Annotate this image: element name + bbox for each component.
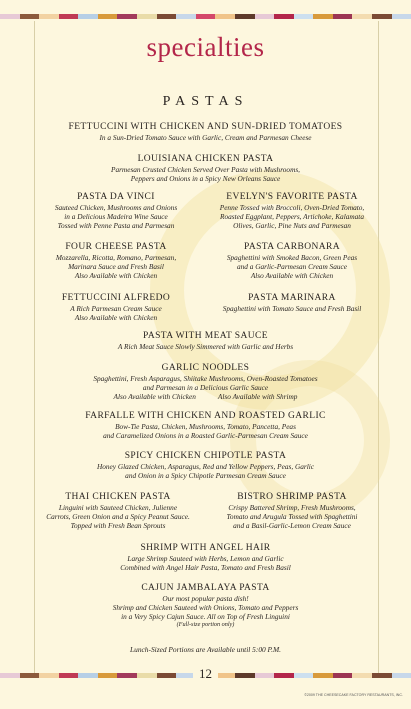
item-desc: Also Available with Chicken (74, 271, 158, 280)
stripe-segment (137, 14, 157, 19)
menu-item-farfalle (40, 411, 371, 440)
item-desc: Mozzarella, Ricotta, Romano, Parmesan, (55, 253, 177, 262)
item-desc: and a Garlic-Parmesan Cream Sauce (237, 262, 347, 271)
stripe-segment (215, 14, 235, 19)
item-name: PASTA MARINARA (248, 293, 336, 303)
item-desc: Topped with Fresh Bean Sprouts (70, 521, 166, 530)
item-note: (Full-size portion only) (176, 621, 235, 628)
item-desc: Honey Glazed Chicken, Asparagus, Red and Yellow Peppers, Peas, Garlic (96, 462, 315, 471)
menu-item-thai (36, 492, 200, 530)
item-name: PASTA DA VINCI (77, 192, 155, 202)
item-desc: and Caramelized Onions in a Roasted Garlic-Parmesan Cream Sauce (103, 431, 308, 440)
item-name: FOUR CHEESE PASTA (65, 242, 167, 252)
item-desc: A Rich Parmesan Cream Sauce (70, 304, 162, 313)
menu-item-louisiana (40, 154, 371, 183)
item-desc: and Onion in a Spicy Chipotle Parmesan Cream Sauce (125, 471, 286, 480)
item-desc: Sauteed Chicken, Mushrooms and Onions (54, 203, 178, 212)
stripe-segment (59, 14, 79, 19)
item-desc: Roasted Eggplant, Peppers, Artichoke, Kalamata (220, 212, 364, 221)
item-desc: Tossed with Penne Pasta and Parmesan (57, 221, 175, 230)
option-shrimp: Also Available with Shrimp (217, 392, 298, 401)
menu-item-alfredo (36, 293, 196, 322)
item-desc: Combined with Angel Hair Pasta, Tomato and Fresh Basil (120, 563, 291, 572)
item-name: THAI CHICKEN PASTA (65, 492, 171, 502)
item-desc: Peppers and Onions in a Spicy New Orleans Sauce (130, 174, 281, 183)
item-desc: Large Shrimp Sauteed with Herbs, Lemon and Garlic (127, 554, 284, 563)
item-options (40, 392, 371, 401)
stripe-segment (117, 14, 137, 19)
menu-item-bistro-shrimp (206, 492, 378, 530)
item-name: FETTUCCINI WITH CHICKEN AND SUN-DRIED TOMATOES (68, 122, 343, 132)
item-desc: A Rich Meat Sauce Slowly Simmered with Garlic and Herbs (117, 342, 294, 351)
item-name: PASTA CARBONARA (244, 242, 340, 252)
item-desc: Spaghettini with Smoked Bacon, Green Peas (226, 253, 358, 262)
menu-item-fettuccini-chicken (40, 122, 371, 142)
item-desc: Also Available with Chicken (74, 313, 158, 322)
item-name: SPICY CHICKEN CHIPOTLE PASTA (124, 451, 287, 461)
item-name: FETTUCCINI ALFREDO (61, 293, 171, 303)
option-chicken: Also Available with Chicken (113, 392, 196, 401)
item-name: CAJUN JAMBALAYA PASTA (141, 583, 270, 593)
lunch-note: Lunch-Sized Portions are Available until 5:00 P.M. (130, 645, 281, 654)
menu-item-da-vinci (36, 192, 196, 230)
item-desc: Penne Tossed with Broccoli, Oven-Dried Tomato, (219, 203, 365, 212)
item-desc: Shrimp and Chicken Sauteed with Onions, Tomato and Peppers (112, 603, 299, 612)
item-name: BISTRO SHRIMP PASTA (237, 492, 347, 502)
stripe-segment (352, 14, 372, 19)
menu-item-four-cheese (36, 242, 196, 280)
stripe-segment (176, 14, 196, 19)
stripe-segment (294, 14, 314, 19)
item-desc: Tomato and Arugula Tossed with Spaghettini (226, 512, 358, 521)
menu-item-marinara (206, 293, 378, 313)
stripe-segment (392, 14, 411, 19)
page-title: specialties (146, 32, 265, 62)
copyright: ©2009 THE CHEESECAKE FACTORY RESTAURANTS, INC. (304, 693, 403, 697)
stripe-segment (313, 14, 333, 19)
stripe-segment (0, 14, 20, 19)
page-number (0, 666, 411, 682)
item-name: GARLIC NOODLES (161, 363, 250, 373)
stripe-segment (274, 14, 294, 19)
item-desc: Spaghettini, Fresh Asparagus, Shiitake Mushrooms, Oven-Roasted Tomatoes (93, 374, 318, 383)
stripe-segment (255, 14, 275, 19)
item-desc: Carrots, Green Onion and a Spicy Peanut Sauce. (46, 512, 190, 521)
item-desc: Marinara Sauce and Fresh Basil (68, 262, 164, 271)
stripe-segment (235, 14, 255, 19)
stripe-segment (78, 14, 98, 19)
menu-item-meat-sauce (40, 331, 371, 351)
item-name: PASTA WITH MEAT SAUCE (143, 331, 268, 341)
stripe-segment (98, 14, 118, 19)
item-name: LOUISIANA CHICKEN PASTA (137, 154, 274, 164)
item-desc: Also Available with Chicken (250, 271, 334, 280)
item-desc: In a Sun-Dried Tomato Sauce with Garlic, Cream and Parmesan Cheese (99, 133, 312, 142)
item-desc: in a Very Spicy Cajun Sauce. All on Top of Fresh Linguini (121, 612, 290, 621)
item-desc: Crispy Battered Shrimp, Fresh Mushrooms, (228, 503, 356, 512)
page-number-text: 12 (193, 666, 218, 681)
item-desc: Our most popular pasta dish! (162, 594, 249, 603)
menu-item-carbonara (206, 242, 378, 280)
item-desc: in a Delicious Madeira Wine Sauce (64, 212, 168, 221)
item-desc: and Parmesan in a Delicious Garlic Sauce (142, 383, 269, 392)
menu-item-evelyns (206, 192, 378, 230)
menu-item-garlic-noodles (40, 363, 371, 401)
item-name: SHRIMP WITH ANGEL HAIR (140, 543, 271, 553)
stripe-segment (196, 14, 216, 19)
item-desc: Parmesan Crusted Chicken Served Over Pasta with Mushrooms, (110, 165, 301, 174)
item-desc: Spaghettini with Tomato Sauce and Fresh Basil (222, 304, 362, 313)
item-name: FARFALLE WITH CHICKEN AND ROASTED GARLIC (85, 411, 326, 421)
section-heading: PASTAS (162, 94, 249, 109)
menu-item-jambalaya (40, 583, 371, 629)
item-desc: and a Basil-Garlic-Lemon Cream Sauce (233, 521, 351, 530)
menu-item-chipotle (40, 451, 371, 480)
item-desc: Olives, Garlic, Pine Nuts and Parmesan (233, 221, 351, 230)
stripe-segment (333, 14, 353, 19)
item-desc: Linguini with Sauteed Chicken, Julienne (58, 503, 178, 512)
menu-item-angel-hair (40, 543, 371, 572)
stripe-segment (20, 14, 40, 19)
item-desc: Bow-Tie Pasta, Chicken, Mushrooms, Tomato, Pancetta, Peas (115, 422, 296, 431)
decorative-stripe-top (0, 14, 411, 19)
stripe-segment (39, 14, 59, 19)
item-name: EVELYN'S FAVORITE PASTA (226, 192, 358, 202)
stripe-segment (157, 14, 177, 19)
stripe-segment (372, 14, 392, 19)
